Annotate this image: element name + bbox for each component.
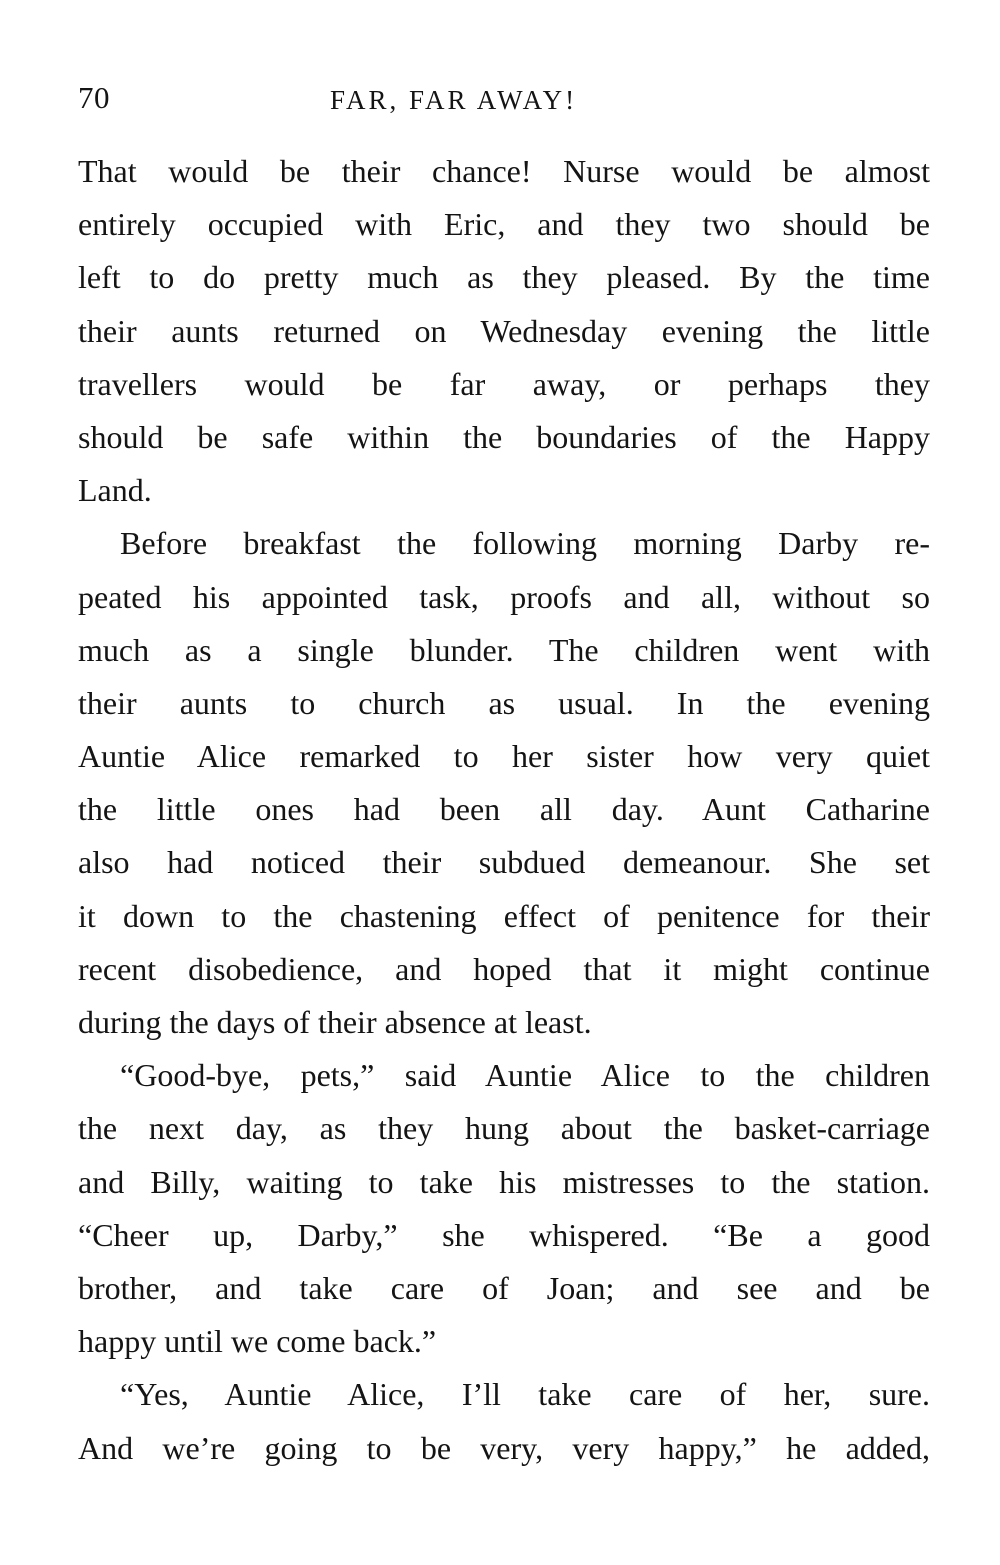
text-line: Auntie Alice remarked to her sister how very quiet xyxy=(78,738,930,775)
text-line: And we’re going to be very, very happy,” he added, xyxy=(78,1429,930,1466)
text-line: the next day, as they hung about the basket-carriage xyxy=(78,1110,930,1147)
text-line: much as a single blunder. The children went with xyxy=(78,631,930,668)
paragraph xyxy=(78,517,930,1049)
text-line: “Cheer up, Darby,” she whispered. “Be a good xyxy=(78,1216,930,1253)
page-header xyxy=(78,74,928,124)
text-line: also had noticed their subdued demeanour. She set xyxy=(78,844,930,881)
paragraph xyxy=(78,1049,930,1368)
text-line: should be safe within the boundaries of the Happy xyxy=(78,418,930,455)
text-line: happy until we come back.” xyxy=(78,1323,437,1360)
text-line: Before breakfast the following morning Darby re- xyxy=(120,525,930,562)
text-line: and Billy, waiting to take his mistresses to the station. xyxy=(78,1163,930,1200)
paragraph xyxy=(78,145,930,517)
paragraph xyxy=(78,1368,930,1474)
running-title: FAR, FAR AWAY! xyxy=(330,85,578,115)
text-line: the little ones had been all day. Aunt Catharine xyxy=(78,791,930,828)
text-line: entirely occupied with Eric, and they two should be xyxy=(78,206,930,243)
text-line: their aunts to church as usual. In the evening xyxy=(78,684,930,721)
text-line: “Yes, Auntie Alice, I’ll take care of her, sure. xyxy=(120,1376,930,1413)
text-line: their aunts returned on Wednesday evening the little xyxy=(78,312,930,349)
text-line: recent disobedience, and hoped that it might continue xyxy=(78,950,930,987)
text-line: left to do pretty much as they pleased. By the time xyxy=(78,259,930,296)
text-line: “Good-bye, pets,” said Auntie Alice to the children xyxy=(120,1057,930,1094)
body-text xyxy=(78,145,930,1475)
text-line: That would be their chance! Nurse would be almost xyxy=(78,153,930,189)
text-line: Land. xyxy=(78,472,152,509)
text-line: travellers would be far away, or perhaps they xyxy=(78,365,930,402)
text-line: it down to the chastening effect of penitence for their xyxy=(78,897,930,934)
text-line: brother, and take care of Joan; and see and be xyxy=(78,1269,930,1306)
text-line: during the days of their absence at least. xyxy=(78,1004,592,1040)
page-number: 70 xyxy=(78,80,110,115)
text-line: peated his appointed task, proofs and all, without so xyxy=(78,578,930,615)
